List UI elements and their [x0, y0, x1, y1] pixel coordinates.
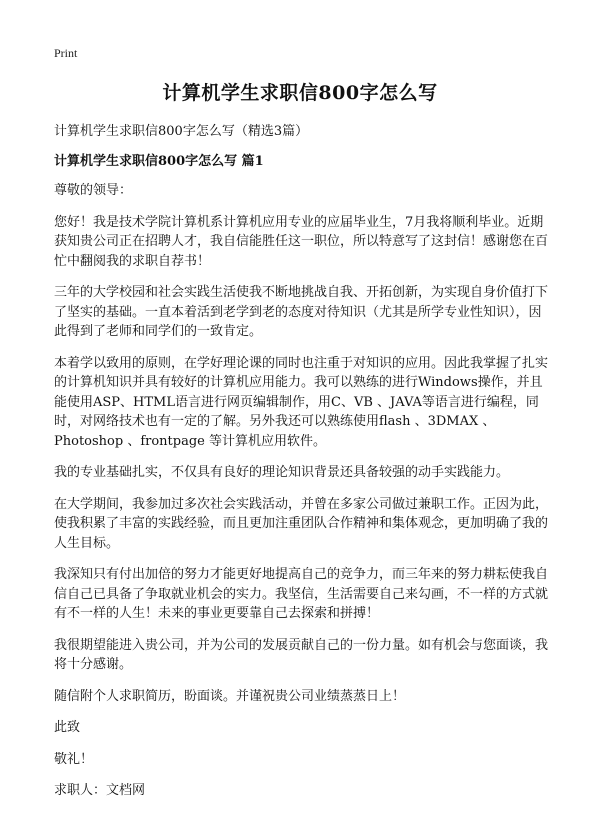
paragraph: 我的专业基础扎实，不仅具有良好的理论知识背景还具备较强的动手实践能力。 [54, 465, 510, 480]
closing-salute: 敬礼！ [54, 751, 94, 767]
paragraph: 随信附个人求职简历，盼面谈。并谨祝贵公司业绩蒸蒸日上！ [54, 688, 406, 704]
paragraph: 在大学期间，我参加过多次社会实践活动，并曾在多家公司做过兼职工作。正因为此，使我积累了丰富的实践经验，而且更加注重团队合作精神和集体观念，更加明确了我的人生目标。 [54, 496, 549, 551]
paragraph: 三年的大学校园和社会实践生活使我不断地挑战自我、开拓创新，为实现自身价值打下了坚实的基础。一直本着活到老学到老的态度对待知识（尤其是所学专业性知识），因此得到了老师和同学们的一致肯定。 [54, 285, 549, 339]
letter-body [54, 181, 550, 813]
closing-line: 此致 [54, 720, 81, 735]
paragraph: 您好！我是技术学院计算机系计算机应用专业的应届毕业生，7月我将顺利毕业。近期获知贵公司正在招聘人才，我自信能胜任这一职位，所以特意写了这封信！感谢您在百忙中翻阅我的求职自荐书！ [54, 214, 549, 269]
page-title: 计算机学生求职信800字怎么写 [162, 82, 438, 104]
paragraph: 本着学以致用的原则，在学好理论课的同时也注重于对知识的应用。因此我掌握了扎实的计算机知识并具有较好的计算机应用能力。我可以熟练的进行Windows操作，并且能使用ASP、HTML语言进行网页编辑制作，用C、VB 、JAVA等语言进行编程，同时，对网络技术也有一定的了解。另外我还可以熟练使用flash 、3DMAX 、Photoshop 、frontpage 等计算机应用软件。 [54, 355, 549, 449]
print-link[interactable]: Print [54, 46, 78, 60]
document-subtitle: 计算机学生求职信800字怎么写（精选3篇） [54, 124, 309, 139]
section-heading: 计算机学生求职信800字怎么写 篇1 [54, 154, 264, 169]
paragraph: 我很期望能进入贵公司，并为公司的发展贡献自己的一份力量。如有机会与您面谈，我将十分感谢。 [54, 637, 549, 672]
letter-greeting: 尊敬的领导： [54, 183, 133, 198]
paragraph: 我深知只有付出加倍的努力才能更好地提高自己的竞争力，而三年来的努力耕耘使我自信自己已具备了争取就业机会的实力。我坚信，生活需要自己来勾画，不一样的方式就有不一样的人生！未来的事业更要靠自己去探索和拼搏！ [54, 567, 549, 621]
signature: 求职人：文档网 [54, 783, 146, 798]
